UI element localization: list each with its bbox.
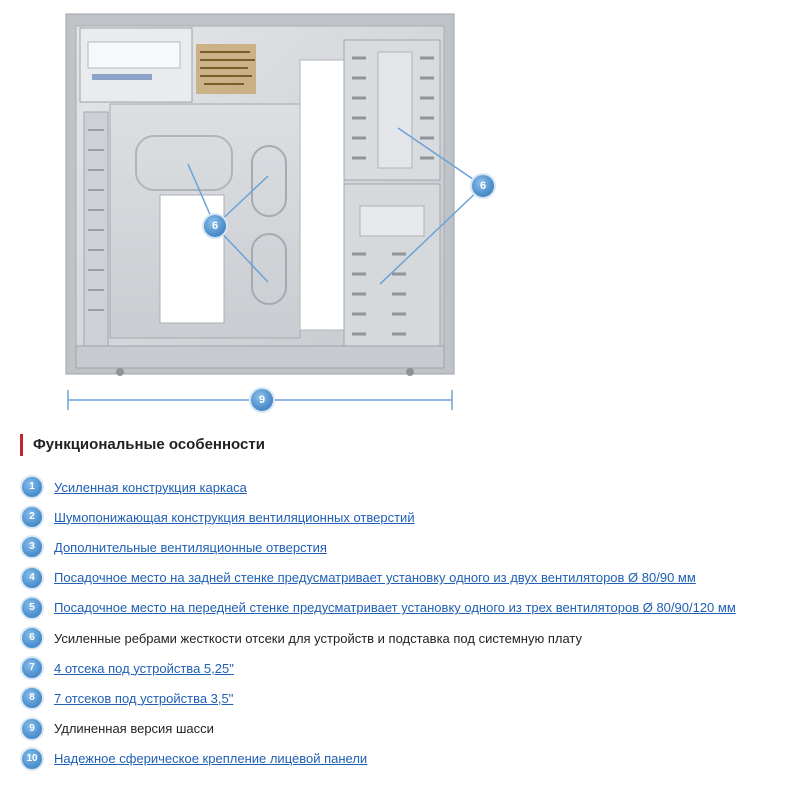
feature-item <box>20 532 736 562</box>
callout-frame-6: 6 <box>202 213 228 239</box>
feature-number-badge: 4 <box>20 566 44 590</box>
feature-number-badge: 9 <box>20 717 44 741</box>
feature-link[interactable]: 7 отсеков под устройства 3,5" <box>54 690 234 706</box>
feature-link[interactable]: Усиленная конструкция каркаса <box>54 479 247 495</box>
feature-item <box>20 563 736 593</box>
feature-number-badge: 5 <box>20 596 44 620</box>
feature-link[interactable]: Шумопонижающая конструкция вентиляционных отверстий <box>54 509 415 525</box>
feature-item <box>20 593 736 623</box>
feature-number-badge: 10 <box>20 747 44 771</box>
feature-link[interactable]: Посадочное место на передней стенке предусматривает установку одного из трех вентиляторов Ø 80/90/120 мм <box>54 600 736 616</box>
feature-number-badge: 3 <box>20 535 44 559</box>
feature-number-badge: 1 <box>20 475 44 499</box>
feature-number-badge: 7 <box>20 656 44 680</box>
section-heading: Функциональные особенности <box>20 434 265 456</box>
feature-text: Усиленные ребрами жесткости отсеки для устройств и подставка под системную плату <box>54 630 583 646</box>
feature-item <box>20 744 736 774</box>
callout-length-9: 9 <box>249 387 275 413</box>
feature-number-badge: 2 <box>20 505 44 529</box>
feature-number-badge: 6 <box>20 626 44 650</box>
feature-link[interactable]: 4 отсека под устройства 5,25" <box>54 660 234 676</box>
feature-item <box>20 472 736 502</box>
feature-text: Удлиненная версия шасси <box>54 721 214 737</box>
feature-link[interactable]: Дополнительные вентиляционные отверстия <box>54 539 327 555</box>
callout-bays-6: 6 <box>470 173 496 199</box>
feature-number-badge: 8 <box>20 686 44 710</box>
features-list <box>20 472 736 774</box>
feature-link[interactable]: Посадочное место на задней стенке предусматривает установку одного из двух вентиляторов Ø 80/90 мм <box>54 570 696 586</box>
feature-item <box>20 653 736 683</box>
feature-item <box>20 502 736 532</box>
feature-item <box>20 683 736 713</box>
feature-item <box>20 623 736 653</box>
feature-item <box>20 714 736 744</box>
feature-link[interactable]: Надежное сферическое крепление лицевой панели <box>54 751 368 767</box>
